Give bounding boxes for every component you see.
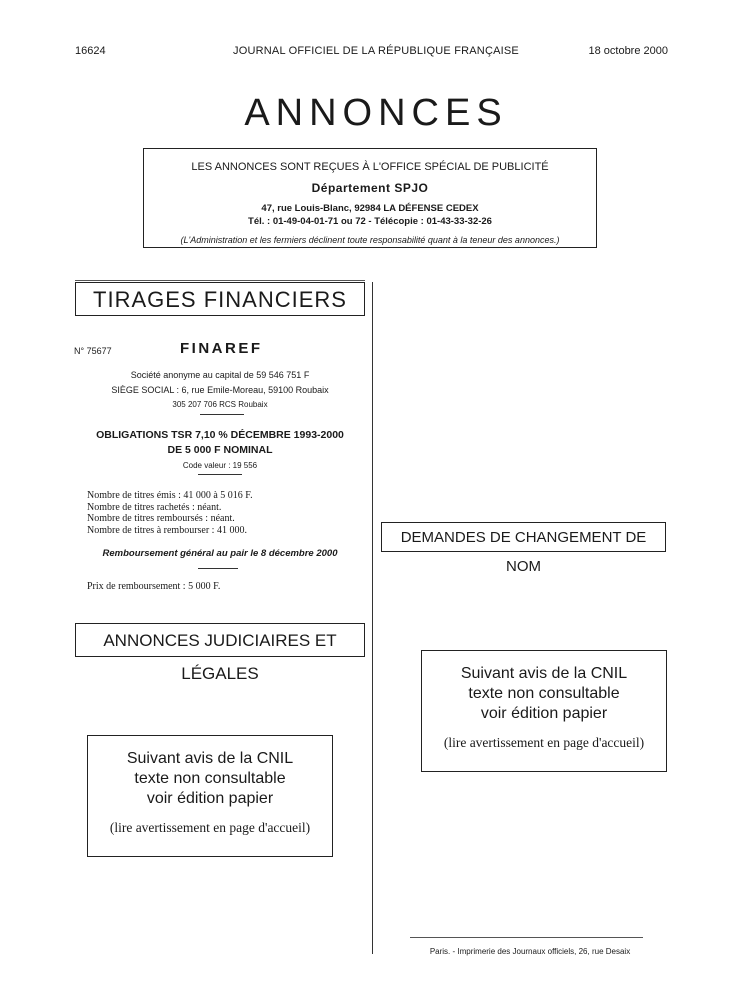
cnil-warning: (lire avertissement en page d'accueil) [109,820,311,835]
company-rcs: 305 207 706 RCS Roubaix [172,400,268,409]
prix-remboursement: Prix de remboursement : 5 000 F. [87,581,221,592]
section-title-annonces-judiciaires: ANNONCES JUDICIAIRES ET LÉGALES [103,631,337,683]
section-title-tirages: TIRAGES FINANCIERS [93,287,347,312]
office-department: Département SPJO [311,181,429,195]
publication-date: 18 octobre 2000 [588,45,668,57]
footer-rule [410,937,643,938]
cnil-line: Suivant avis de la CNIL [460,665,628,682]
cnil-line: voir édition papier [480,705,608,722]
bond-code: Code valeur : 19 556 [182,461,258,470]
list-item: Nombre de titres remboursés : néant. [87,513,235,524]
divider [200,414,244,415]
column-divider [372,282,373,954]
cnil-line: Suivant avis de la CNIL [126,750,294,767]
bond-nominal: DE 5 000 F NOMINAL [167,444,273,456]
page-title: ANNONCES [244,92,508,134]
company-capital: Société anonyme au capital de 59 546 751 F [130,370,310,380]
section-header-changement-nom [381,522,666,575]
divider [198,474,242,475]
bond-title: OBLIGATIONS TSR 7,10 % DÉCEMBRE 1993-2000 [96,429,344,441]
cnil-line: voir édition papier [146,790,274,807]
list-item: Nombre de titres à rembourser : 41 000. [87,524,247,536]
company-name: FINAREF [180,340,263,357]
section-header-annonces-judiciaires [75,623,365,683]
cnil-line: texte non consultable [134,770,286,787]
titres-list [87,490,253,536]
cnil-notice-box [421,650,667,772]
page-number: 16624 [75,45,106,57]
company-headquarters: SIÈGE SOCIAL : 6, rue Emile-Moreau, 59100 Roubaix [111,385,329,395]
office-info-box [143,148,597,248]
cnil-warning: (lire avertissement en page d'accueil) [443,735,645,750]
section-header-tirages [75,282,365,316]
list-item: Nombre de titres émis : 41 000 à 5 016 F. [87,490,253,501]
cnil-notice-box [87,735,333,857]
column-top-rule [75,280,365,281]
list-item: Nombre de titres rachetés : néant. [87,501,222,513]
cnil-line: texte non consultable [468,685,620,702]
section-title-changement-nom: DEMANDES DE CHANGEMENT DE NOM [400,529,647,575]
printer-footer: Paris. - Imprimerie des Journaux officiels, 26, rue Desaix [429,947,631,956]
office-address: 47, rue Louis-Blanc, 92984 LA DÉFENSE CEDEX [261,203,479,214]
divider [198,568,238,569]
journal-title: JOURNAL OFFICIEL DE LA RÉPUBLIQUE FRANÇAISE [233,45,519,57]
office-line-reception: LES ANNONCES SONT REÇUES À L'OFFICE SPÉCIAL DE PUBLICITÉ [191,161,549,173]
office-phone: Tél. : 01-49-04-01-71 ou 72 - Télécopie : 01-43-33-32-26 [248,216,492,227]
notice-number: N° 75677 [74,346,112,356]
remboursement-note: Remboursement général au pair le 8 décembre 2000 [102,548,338,559]
office-disclaimer: (L'Administration et les fermiers déclinent toute responsabilité quant à la teneur des annonces.) [180,235,560,245]
